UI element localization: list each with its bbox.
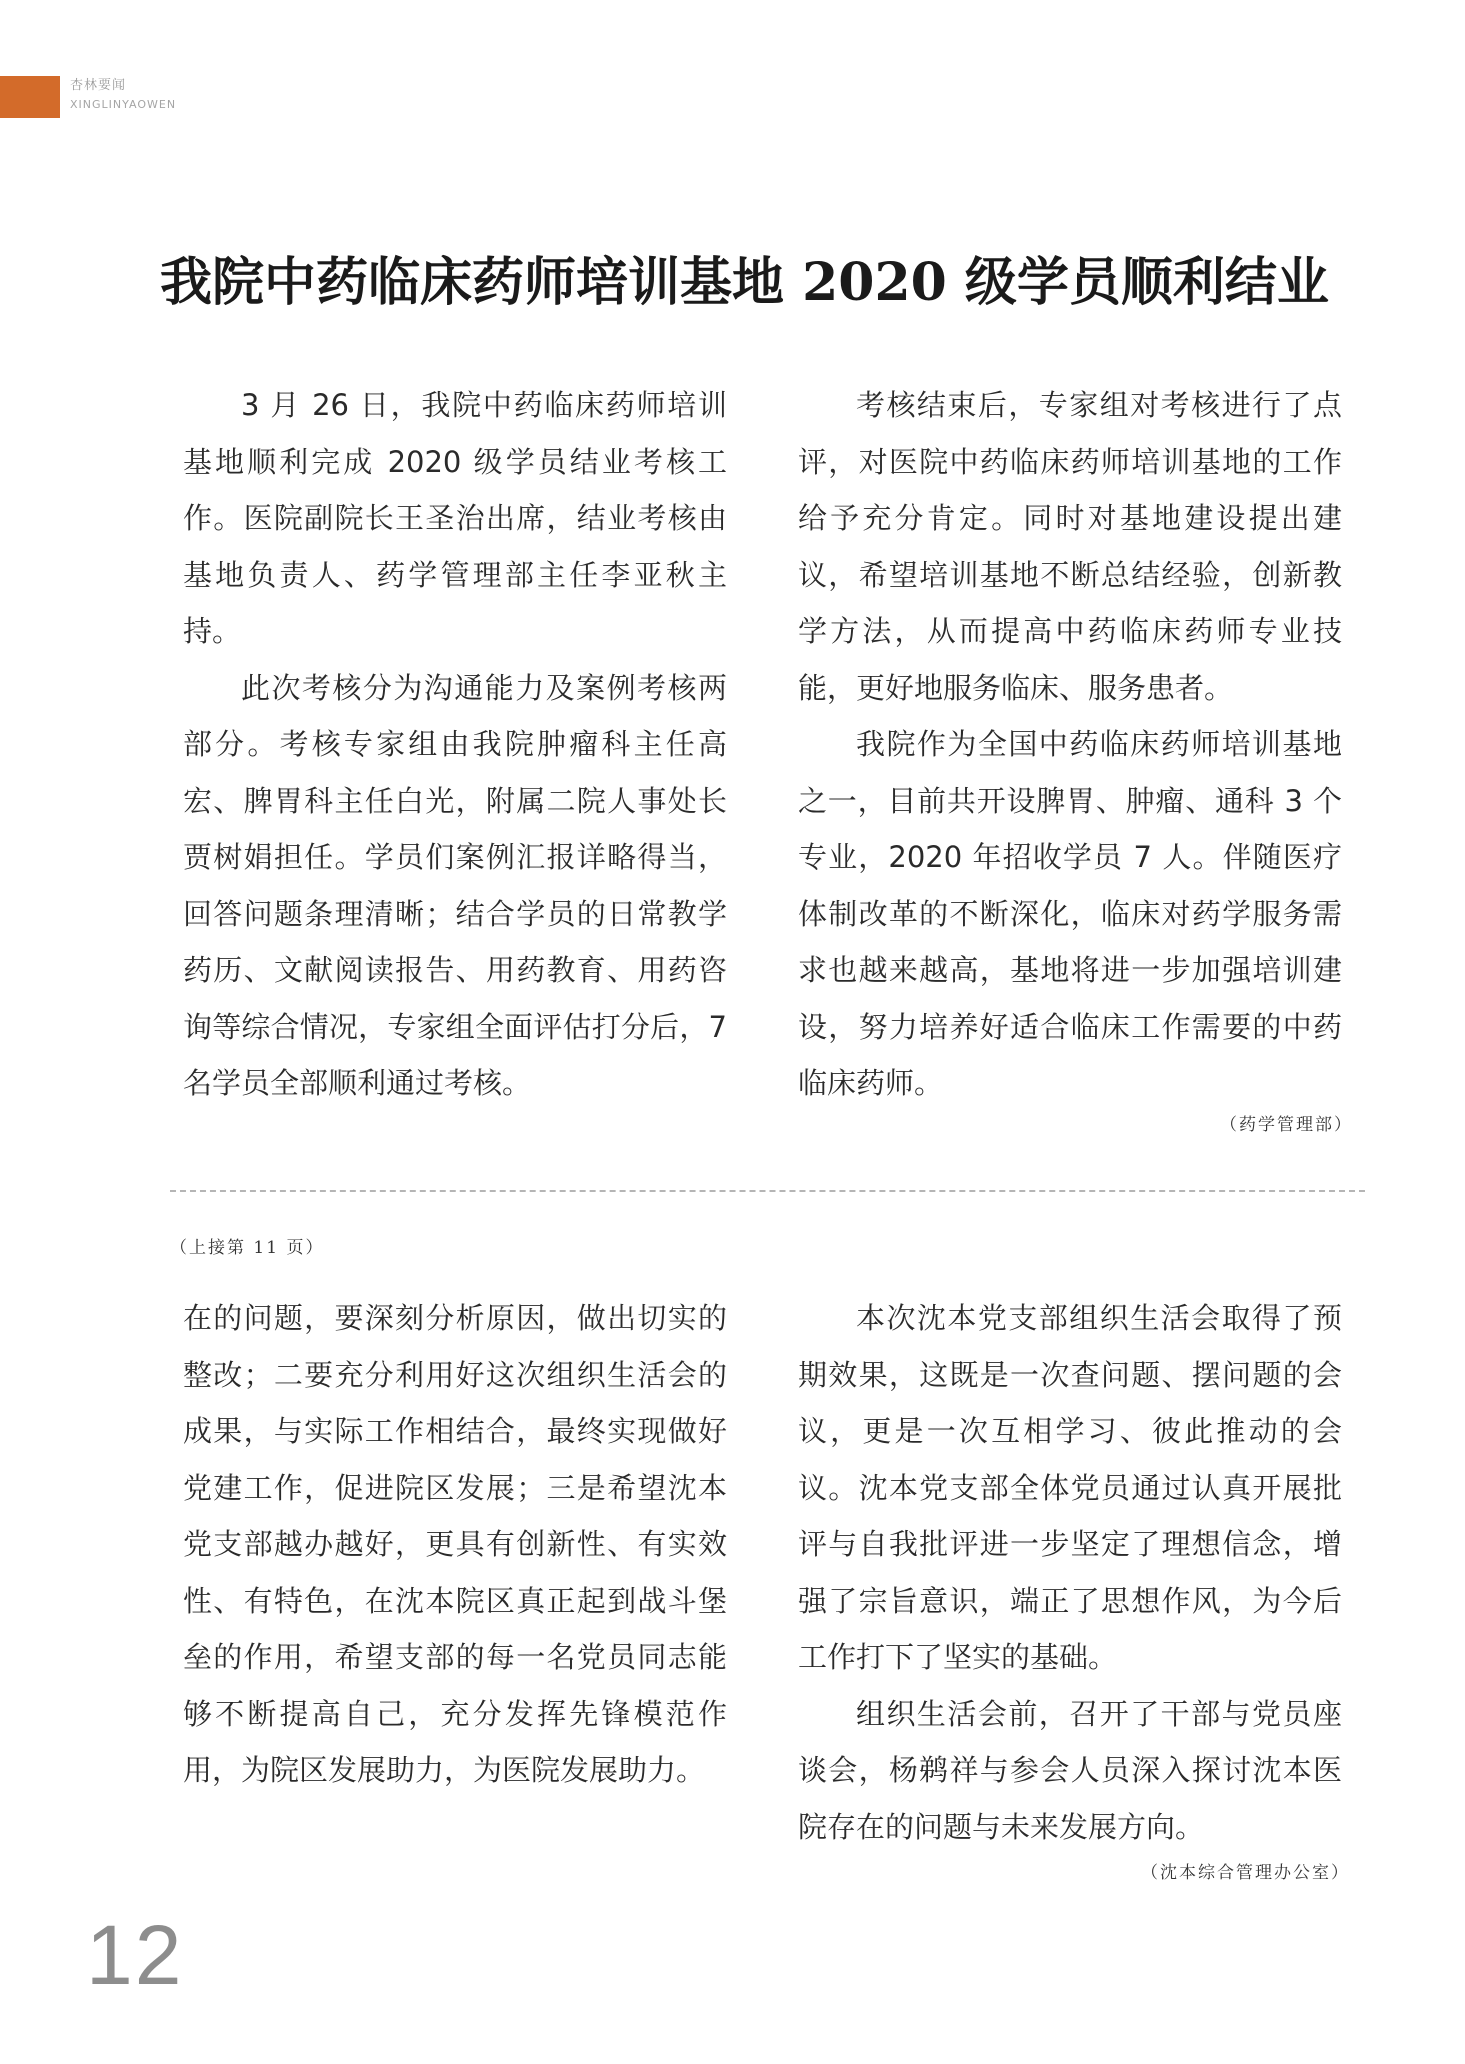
paragraph: 我院作为全国中药临床药师培训基地之一，目前共开设脾胃、肿瘤、通科 3 个专业，2020 年招收学员 7 人。伴随医疗体制改革的不断深化，临床对药学服务需求也越来越高，基地将进一步加强培训建设，努力培养好适合临床工作需要的中药临床药师。 [798,727,1342,1100]
article2-credit: （沈本综合管理办公室） [1141,1863,1350,1883]
paragraph: 考核结束后，专家组对考核进行了点评，对医院中药临床药师培训基地的工作给予充分肯定。同时对基地建设提出建议，希望培训基地不断总结经验，创新教学方法，从而提高中药临床药师专业技能，更好地服务临床、服务患者。 [798,388,1342,705]
article1-right-column [798,377,1342,1112]
article1-credit: （药学管理部） [1220,1115,1353,1135]
paragraph: 在的问题，要深刻分析原因，做出切实的整改；二要充分利用好这次组织生活会的成果，与实际工作相结合，最终实现做好党建工作，促进院区发展；三是希望沈本党支部越办越好，更具有创新性、有实效性、有特色，在沈本院区真正起到战斗堡垒的作用，希望支部的每一名党员同志能够不断提高自己，充分发挥先锋模范作用，为院区发展助力，为医院发展助力。 [183,1301,727,1787]
article1-left-column [183,377,727,1112]
article2-left-column [183,1290,727,1799]
page-number: 12 [86,1908,184,2002]
paragraph: 3 月 26 日，我院中药临床药师培训基地顺利完成 2020 级学员结业考核工作。医院副院长王圣治出席，结业考核由基地负责人、药学管理部主任李亚秋主持。 [183,388,727,648]
article2-right-column [798,1290,1342,1855]
article-title: 我院中药临床药师培训基地 2020 级学员顺利结业 [160,252,1329,313]
paragraph: 本次沈本党支部组织生活会取得了预期效果，这既是一次查问题、摆问题的会议，更是一次互相学习、彼此推动的会议。沈本党支部全体党员通过认真开展批评与自我批评进一步坚定了理想信念，增强了宗旨意识，端正了思想作风，为今后工作打下了坚实的基础。 [798,1301,1342,1674]
continued-from-note: （上接第 11 页） [170,1238,325,1258]
section-accent-block [0,76,60,118]
paragraph: 此次考核分为沟通能力及案例考核两部分。考核专家组由我院肿瘤科主任高宏、脾胃科主任白光，附属二院人事处长贾树娟担任。学员们案例汇报详略得当，回答问题条理清晰；结合学员的日常教学药历、文献阅读报告、用药教育、用药咨询等综合情况，专家组全面评估打分后，7 名学员全部顺利通过考核。 [183,670,727,1100]
paragraph: 组织生活会前，召开了干部与党员座谈会，杨鹈祥与参会人员深入探讨沈本医院存在的问题与未来发展方向。 [798,1696,1342,1844]
dashed-divider [170,1190,1365,1192]
section-title: 杏林要闻 [70,78,127,93]
section-title-pinyin: XINGLINYAOWEN [70,98,177,111]
